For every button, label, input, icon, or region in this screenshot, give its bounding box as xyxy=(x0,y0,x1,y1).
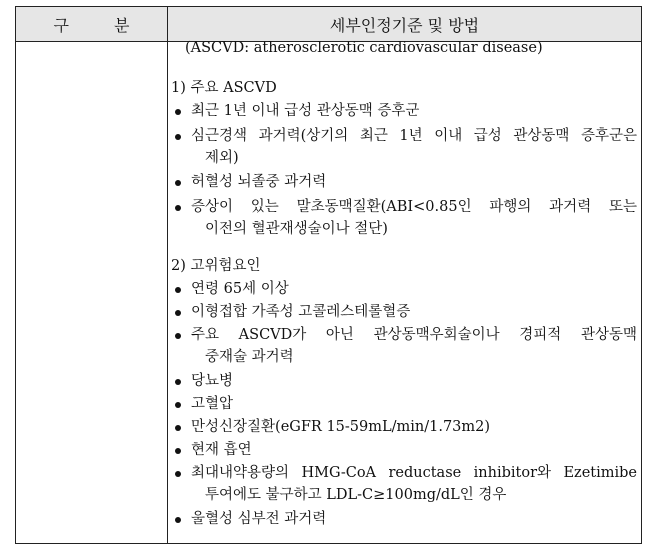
list-item: 연령 65세 이상 xyxy=(191,281,289,297)
list-item: 울혈성 심부전 과거력 xyxy=(191,511,327,527)
bullet-icon xyxy=(175,109,181,115)
list-item-continuation: 제외) xyxy=(205,150,239,166)
list-item-continuation: 중재술 과거력 xyxy=(205,349,294,365)
list-item: 고혈압 xyxy=(191,396,234,412)
list-item: 증상이 있는 말초동맥질환(ABI<0.85인 파행의 과거력 또는 xyxy=(191,199,637,215)
section2-title: 2) 고위험요인 xyxy=(171,258,261,274)
list-item: 최근 1년 이내 급성 관상동맥 증후군 xyxy=(191,103,420,119)
list-item: 심근경색 과거력(상기의 최근 1년 이내 급성 관상동맥 증후군은 xyxy=(191,128,637,144)
bullet-icon xyxy=(175,134,181,140)
intro-text: (ASCVD: atherosclerotic cardiovascular disease) xyxy=(185,40,543,56)
list-item: 현재 흡연 xyxy=(191,442,252,458)
list-item-continuation: 투여에도 불구하고 LDL-C≥100mg/dL인 경우 xyxy=(205,487,507,503)
list-item: 이형접합 가족성 고콜레스테롤혈증 xyxy=(191,304,411,320)
bullet-icon xyxy=(175,205,181,211)
bullet-icon xyxy=(175,333,181,339)
bullet-icon xyxy=(175,517,181,523)
bullet-icon xyxy=(175,448,181,454)
bullet-icon xyxy=(175,310,181,316)
bullet-icon xyxy=(175,379,181,385)
list-item: 만성신장질환(eGFR 15-59mL/min/1.73m2) xyxy=(191,419,491,435)
bullet-icon xyxy=(175,287,181,293)
bullet-icon xyxy=(175,425,181,431)
list-item: 주요 ASCVD가 아닌 관상동맥우회술이나 경피적 관상동맥 xyxy=(191,327,637,343)
list-item: 당뇨병 xyxy=(191,373,234,389)
section1-title: 1) 주요 ASCVD xyxy=(171,80,277,96)
bullet-icon xyxy=(175,471,181,477)
column-divider xyxy=(167,7,168,543)
list-item: 허혈성 뇌졸중 과거력 xyxy=(191,174,327,190)
list-item-continuation: 이전의 혈관재생술이나 절단) xyxy=(205,221,388,237)
list-item: 최대내약용량의 HMG-CoA reductase inhibitor와 Ezetimibe xyxy=(191,465,637,481)
header-criteria: 세부인정기준 및 방법 xyxy=(329,15,480,35)
bullet-icon xyxy=(175,180,181,186)
header-category: 구 분 xyxy=(53,15,150,35)
bullet-icon xyxy=(175,402,181,408)
